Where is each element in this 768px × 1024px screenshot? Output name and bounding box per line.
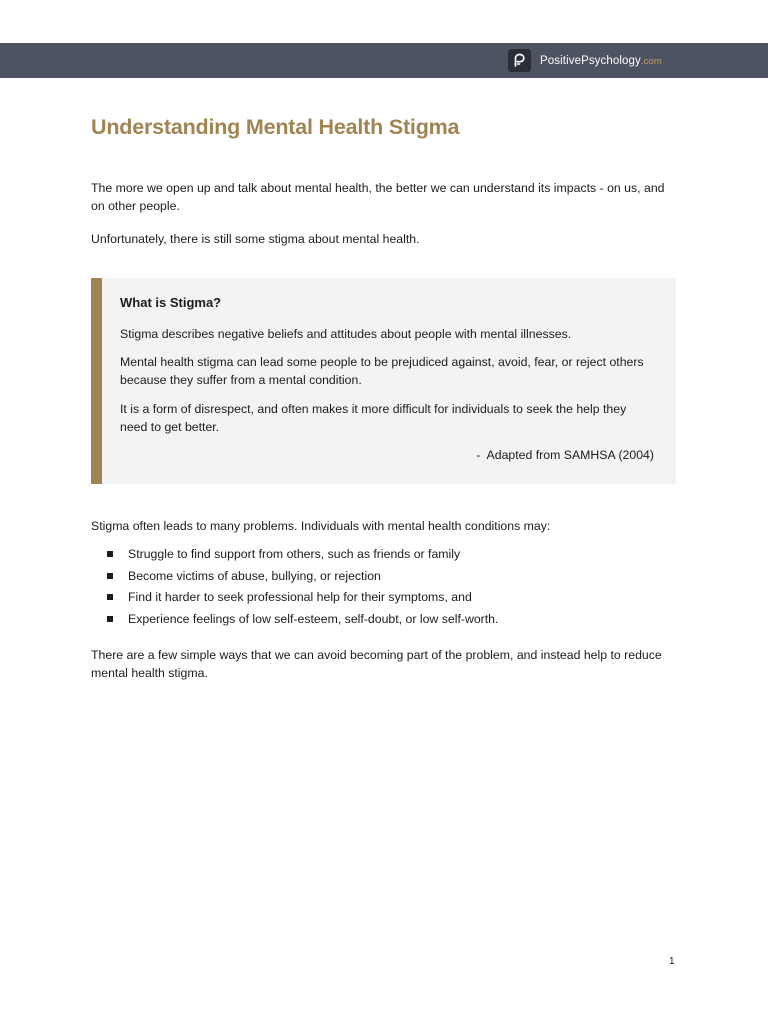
brand-link[interactable] bbox=[508, 49, 662, 72]
intro-paragraph: The more we open up and talk about mental health, the better we can understand its impacts - on us, and on other people. bbox=[91, 181, 665, 213]
list-item-text: Become victims of abuse, bullying, or rejection bbox=[128, 568, 381, 583]
callout-paragraph: Stigma describes negative beliefs and attitudes about people with mental illnesses. bbox=[120, 327, 572, 341]
square-bullet-icon bbox=[107, 551, 113, 557]
list-item bbox=[91, 566, 498, 588]
header-bar bbox=[0, 43, 768, 78]
stigma-paragraph: Unfortunately, there is still some stigma about mental health. bbox=[91, 232, 420, 246]
list-item-text: Find it harder to seek professional help for their symptoms, and bbox=[128, 590, 472, 605]
closing-paragraph: There are a few simple ways that we can avoid becoming part of the problem, and instead help to reduce mental health stigma. bbox=[91, 648, 662, 680]
callout-paragraph: It is a form of disrespect, and often makes it more difficult for individuals to seek the help they need to get better. bbox=[120, 402, 627, 434]
list-item bbox=[91, 587, 498, 609]
brand-tld: .com bbox=[640, 55, 662, 67]
callout-heading: What is Stigma? bbox=[120, 295, 222, 310]
problems-list bbox=[91, 544, 498, 631]
list-item bbox=[91, 609, 498, 631]
square-bullet-icon bbox=[107, 616, 113, 622]
brand-name-text: PositivePsychology bbox=[540, 54, 641, 67]
square-bullet-icon bbox=[107, 594, 113, 600]
callout-source: - Adapted from SAMHSA (2004) bbox=[476, 448, 654, 462]
callout-paragraph: Mental health stigma can lead some people to be prejudiced against, avoid, fear, or reject others because they suffer from a mental condition. bbox=[120, 355, 644, 387]
definition-callout bbox=[91, 278, 676, 484]
list-item-text: Struggle to find support from others, such as friends or family bbox=[128, 547, 461, 561]
p-logo-icon bbox=[508, 49, 531, 72]
problems-intro: Stigma often leads to many problems. Individuals with mental health conditions may: bbox=[91, 519, 551, 533]
page-number: 1 bbox=[669, 956, 675, 967]
list-item bbox=[91, 544, 498, 566]
list-item-text: Experience feelings of low self-esteem, self-doubt, or low self-worth. bbox=[128, 612, 499, 627]
page-title: Understanding Mental Health Stigma bbox=[91, 115, 460, 139]
callout-accent-bar bbox=[91, 278, 102, 484]
square-bullet-icon bbox=[107, 573, 113, 579]
brand-name bbox=[540, 55, 662, 67]
